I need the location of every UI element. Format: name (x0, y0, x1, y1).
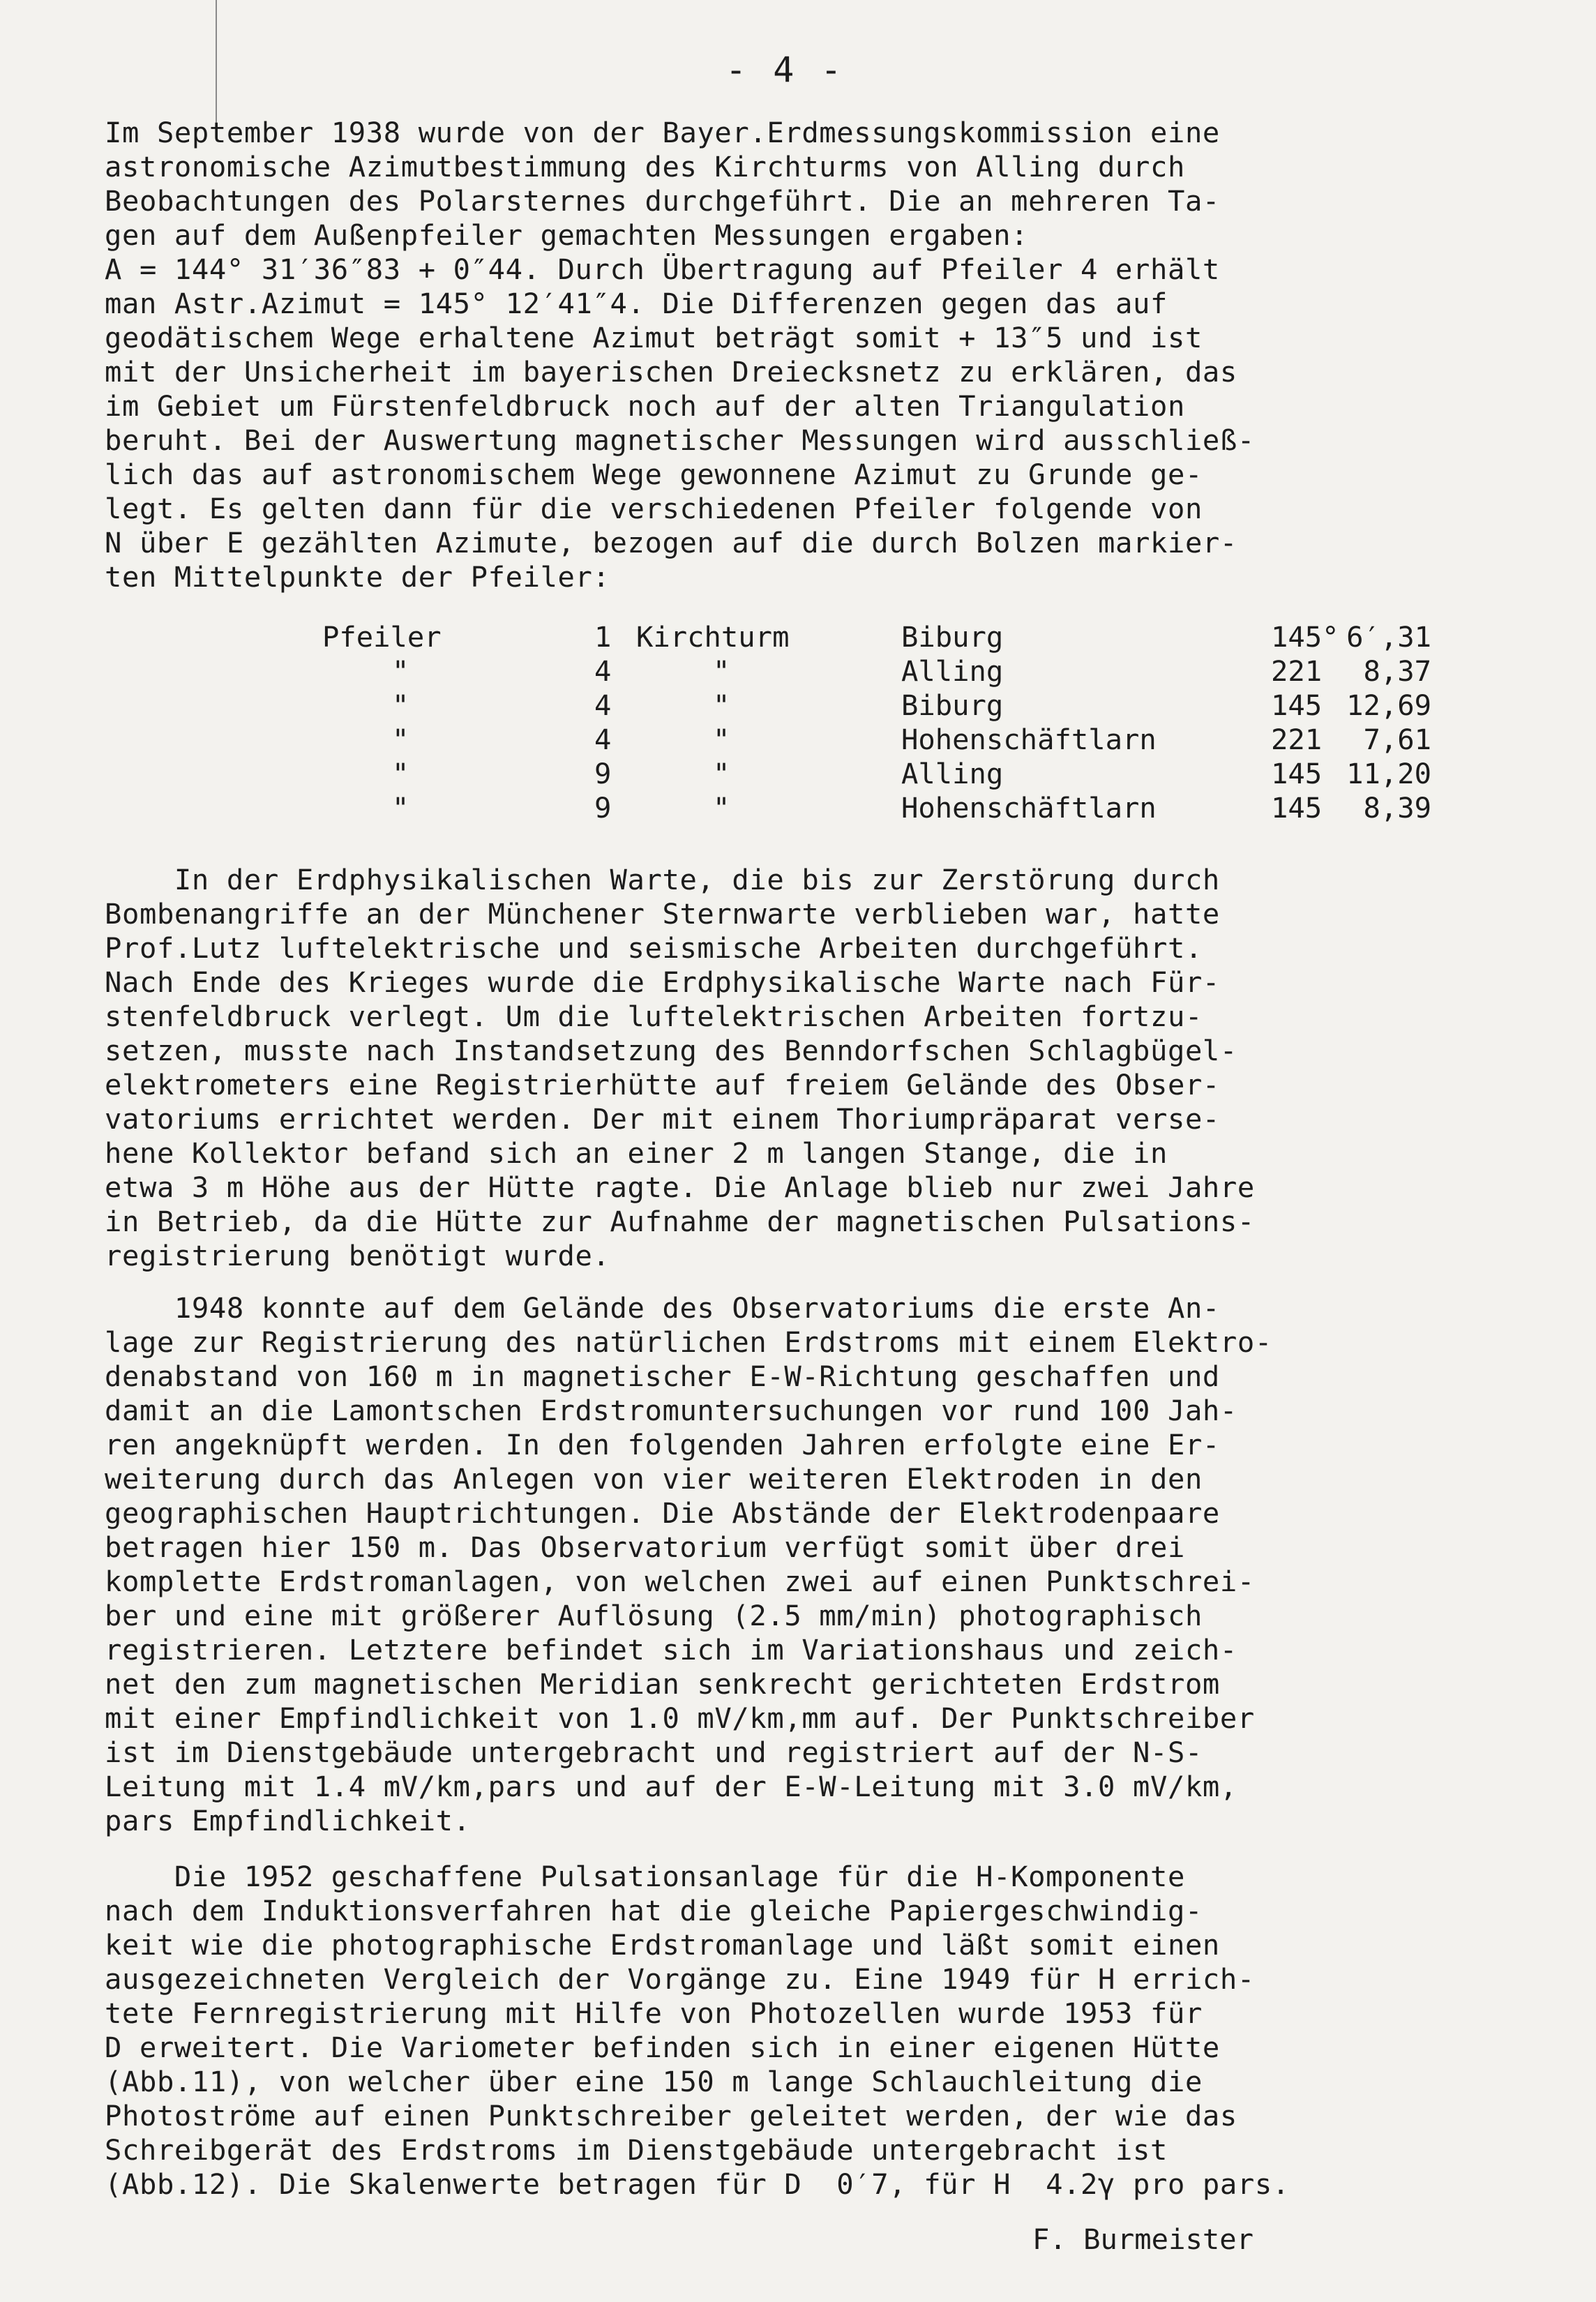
author-signature: F. Burmeister (1032, 2222, 1254, 2256)
pillar-number-cell: 4 (594, 689, 612, 722)
paragraph-azimuth (105, 116, 1576, 594)
table-row (322, 620, 1431, 654)
text-line: stenfeldbruck verlegt. Um die luftelektrischen Arbeiten fortzu- (105, 1000, 1203, 1033)
text-line: Im September 1938 wurde von der Bayer.Erdmessungskommission eine (105, 116, 1220, 149)
text-line: setzen, musste nach Instandsetzung des Benndorfschen Schlagbügel- (105, 1034, 1237, 1067)
text-line: damit an die Lamontschen Erdstromuntersuchungen vor rund 100 Jah- (105, 1394, 1237, 1427)
table-row (322, 723, 1431, 757)
text-line: mit einer Empfindlichkeit von 1.0 mV/km,mm auf. Der Punktschreiber (105, 1701, 1255, 1735)
place-cell: Hohenschäftlarn (901, 723, 1157, 756)
text-line: elektrometers eine Registrierhütte auf freiem Gelände des Obser- (105, 1068, 1220, 1101)
text-line: (Abb.12). Die Skalenwerte betragen für D 0′7, für H 4.2γ pro pars. (105, 2167, 1290, 2201)
text-line: registrieren. Letztere befindet sich im Variationshaus und zeich- (105, 1633, 1237, 1667)
text-line: man Astr.Azimut = 145° 12′41″4. Die Differenzen gegen das auf (105, 287, 1168, 320)
text-line: denabstand von 160 m in magnetischer E-W-Richtung geschaffen und (105, 1360, 1220, 1393)
text-line: keit wie die photographische Erdstromanlage und läßt somit einen (105, 1928, 1220, 1962)
pillar-number-cell: 9 (594, 757, 612, 790)
text-line: (Abb.11), von welcher über eine 150 m lange Schlauchleitung die (105, 2065, 1203, 2098)
text-line: Die 1952 geschaffene Pulsationsanlage für die H-Komponente (105, 1860, 1185, 1893)
pillar-number-cell: 4 (594, 654, 612, 688)
text-line: komplette Erdstromanlagen, von welchen zwei auf einen Punktschrei- (105, 1565, 1255, 1598)
text-line: im Gebiet um Fürstenfeldbruck noch auf der alten Triangulation (105, 389, 1185, 423)
target-cell: " (713, 791, 730, 825)
text-line: vatoriums errichtet werden. Der mit einem Thoriumpräparat verse- (105, 1102, 1220, 1136)
text-line: A = 144° 31′36″83 + 0″44. Durch Übertragung auf Pfeiler 4 erhält (105, 253, 1220, 286)
text-line: astronomische Azimutbestimmung des Kirchturms von Alling durch (105, 150, 1185, 183)
text-line: 1948 konnte auf dem Gelände des Observatoriums die erste An- (105, 1291, 1220, 1325)
table-row (322, 757, 1431, 791)
text-line: registrierung benötigt wurde. (105, 1239, 610, 1272)
target-cell: " (713, 757, 730, 790)
pillar-cell: " (392, 654, 409, 688)
text-line: Schreibgerät des Erdstroms im Dienstgebäude untergebracht ist (105, 2133, 1168, 2167)
azimuth-table (322, 620, 1431, 825)
text-line: D erweitert. Die Variometer befinden sich in einer eigenen Hütte (105, 2031, 1220, 2064)
pillar-cell: " (392, 791, 409, 825)
text-line: beruht. Bei der Auswertung magnetischer Messungen wird ausschließ- (105, 423, 1255, 457)
page-number: - 4 - (725, 50, 845, 90)
text-line: mit der Unsicherheit im bayerischen Dreiecksnetz zu erklären, das (105, 355, 1237, 389)
pillar-number-cell: 9 (594, 791, 612, 825)
minutes-cell: 7,61 (1363, 723, 1431, 756)
text-line: Nach Ende des Krieges wurde die Erdphysikalische Warte nach Für- (105, 965, 1220, 999)
minutes-cell: 6′,31 (1346, 620, 1431, 654)
text-line: hene Kollektor befand sich an einer 2 m langen Stange, die in (105, 1136, 1168, 1170)
pillar-cell: Pfeiler (322, 620, 442, 654)
degrees-cell: 145° (1271, 620, 1339, 654)
text-line: weiterung durch das Anlegen von vier weiteren Elektroden in den (105, 1462, 1203, 1496)
text-line: In der Erdphysikalischen Warte, die bis zur Zerstörung durch (105, 863, 1220, 896)
text-line: ausgezeichneten Vergleich der Vorgänge zu. Eine 1949 für H errich- (105, 1962, 1255, 1996)
text-line: nach dem Induktionsverfahren hat die gleiche Papiergeschwindig- (105, 1894, 1203, 1927)
pillar-number-cell: 1 (594, 620, 612, 654)
table-row (322, 791, 1431, 825)
degrees-cell: 145 (1271, 689, 1323, 722)
place-cell: Biburg (901, 689, 1004, 722)
text-line: pars Empfindlichkeit. (105, 1804, 471, 1837)
target-cell: " (713, 689, 730, 722)
text-line: etwa 3 m Höhe aus der Hütte ragte. Die Anlage blieb nur zwei Jahre (105, 1171, 1255, 1204)
pillar-cell: " (392, 723, 409, 756)
text-line: tete Fernregistrierung mit Hilfe von Photozellen wurde 1953 für (105, 1996, 1203, 2030)
text-line: N über E gezählten Azimute, bezogen auf die durch Bolzen markier- (105, 526, 1237, 559)
text-line: in Betrieb, da die Hütte zur Aufnahme der magnetischen Pulsations- (105, 1205, 1255, 1238)
place-cell: Biburg (901, 620, 1004, 654)
text-line: gen auf dem Außenpfeiler gemachten Messungen ergaben: (105, 218, 1029, 252)
paragraph-pulsation (105, 1860, 1576, 2202)
minutes-cell: 12,69 (1346, 689, 1431, 722)
text-line: ten Mittelpunkte der Pfeiler: (105, 560, 610, 594)
text-line: ist im Dienstgebäude untergebracht und registriert auf der N-S- (105, 1736, 1203, 1769)
place-cell: Hohenschäftlarn (901, 791, 1157, 825)
text-line: Bombenangriffe an der Münchener Sternwarte verblieben war, hatte (105, 897, 1220, 931)
text-line: net den zum magnetischen Meridian senkrecht gerichteten Erdstrom (105, 1667, 1220, 1701)
text-line: lich das auf astronomischem Wege gewonnene Azimut zu Grunde ge- (105, 458, 1203, 491)
text-line: ber und eine mit größerer Auflösung (2.5 mm/min) photographisch (105, 1599, 1203, 1632)
place-cell: Alling (901, 757, 1004, 790)
degrees-cell: 221 (1271, 654, 1323, 688)
table-row (322, 654, 1431, 689)
target-cell: " (713, 654, 730, 688)
minutes-cell: 11,20 (1346, 757, 1431, 790)
degrees-cell: 221 (1271, 723, 1323, 756)
minutes-cell: 8,37 (1363, 654, 1431, 688)
text-line: ren angeknüpft werden. In den folgenden Jahren erfolgte eine Er- (105, 1428, 1220, 1461)
text-line: Beobachtungen des Polarsternes durchgeführt. Die an mehreren Ta- (105, 184, 1220, 218)
paragraph-observatory (105, 863, 1576, 1273)
text-line: Prof.Lutz luftelektrische und seismische Arbeiten durchgeführt. (105, 931, 1203, 965)
degrees-cell: 145 (1271, 757, 1323, 790)
pillar-cell: " (392, 757, 409, 790)
degrees-cell: 145 (1271, 791, 1323, 825)
target-cell: " (713, 723, 730, 756)
text-line: lage zur Registrierung des natürlichen Erdstroms mit einem Elektro- (105, 1325, 1272, 1359)
text-line: legt. Es gelten dann für die verschiedenen Pfeiler folgende von (105, 492, 1203, 525)
paragraph-earth-current (105, 1291, 1576, 1838)
pillar-number-cell: 4 (594, 723, 612, 756)
text-line: geographischen Hauptrichtungen. Die Abstände der Elektrodenpaare (105, 1496, 1220, 1530)
place-cell: Alling (901, 654, 1004, 688)
table-row (322, 689, 1431, 723)
text-line: geodätischem Wege erhaltene Azimut beträgt somit + 13″5 und ist (105, 321, 1203, 354)
target-cell: Kirchturm (636, 620, 790, 654)
pillar-cell: " (392, 689, 409, 722)
text-line: betragen hier 150 m. Das Observatorium verfügt somit über drei (105, 1530, 1185, 1564)
text-line: Photoströme auf einen Punktschreiber geleitet werden, der wie das (105, 2099, 1237, 2132)
minutes-cell: 8,39 (1363, 791, 1431, 825)
text-line: Leitung mit 1.4 mV/km,pars und auf der E-W-Leitung mit 3.0 mV/km, (105, 1770, 1237, 1803)
